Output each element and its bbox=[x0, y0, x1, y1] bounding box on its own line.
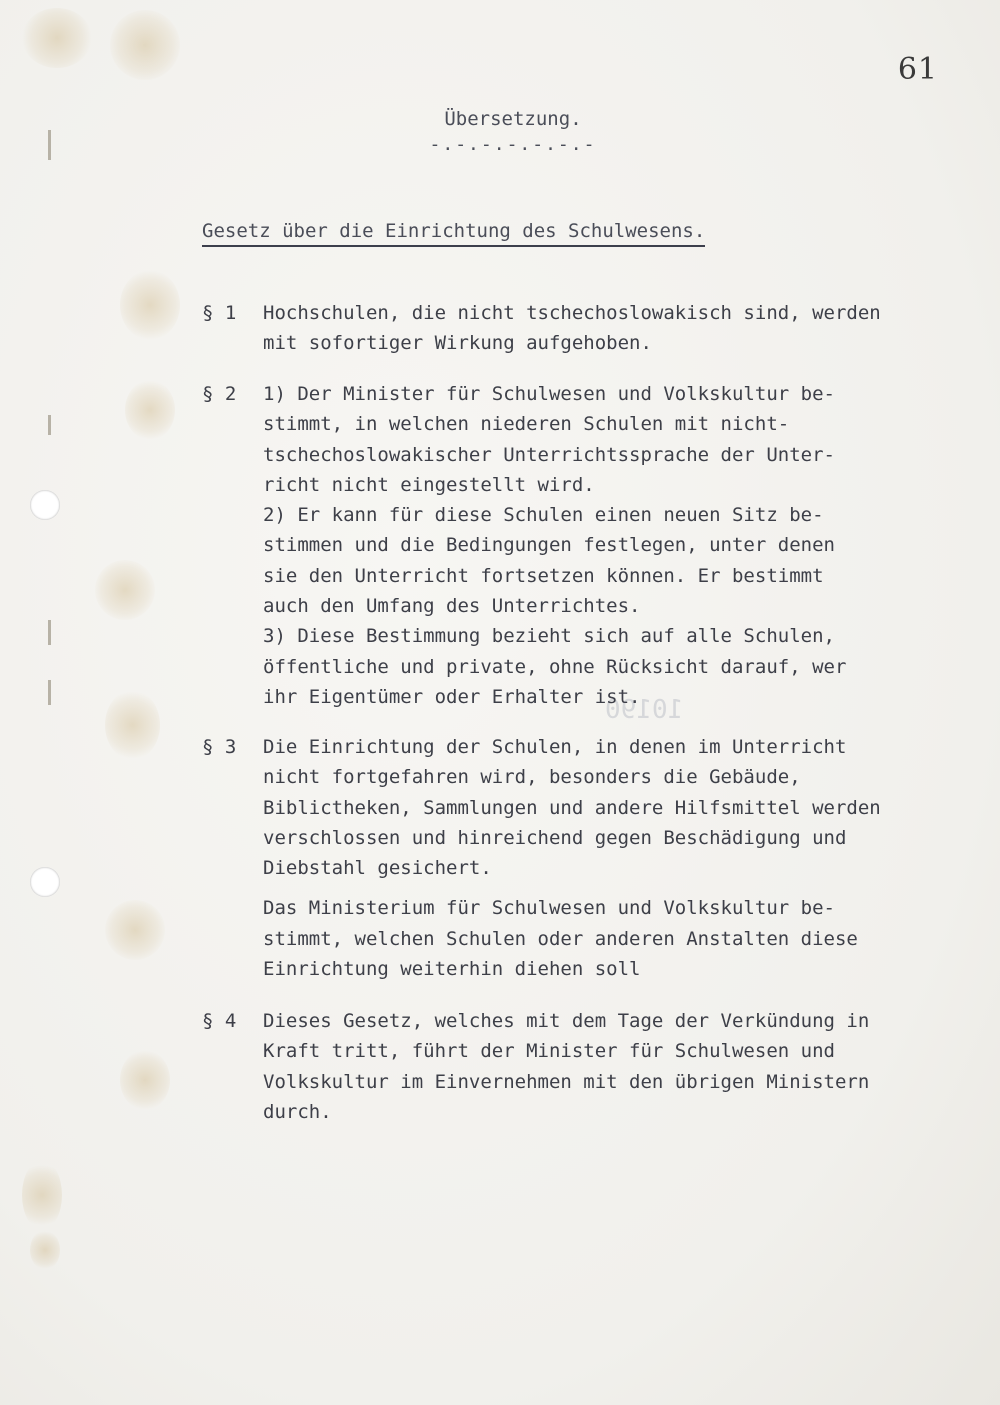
section-number: § 3 bbox=[202, 736, 237, 758]
section-body bbox=[263, 732, 933, 984]
text-line: 1) Der Minister für Schulwesen und Volkskultur be- bbox=[263, 383, 835, 405]
text-line: stimmt, in welchen niederen Schulen mit nicht- bbox=[263, 413, 790, 436]
bleed-through-stamp: 10190 bbox=[605, 695, 684, 725]
text-line: stimmen und die Bedingungen festlegen, unter denen bbox=[263, 534, 835, 557]
text-line: auch den Umfang des Unterrichtes. bbox=[263, 595, 641, 618]
stain bbox=[22, 8, 92, 68]
stain bbox=[125, 380, 175, 440]
punch-hole bbox=[30, 490, 60, 520]
law-title: Gesetz über die Einrichtung des Schulwesens. bbox=[202, 220, 705, 247]
text-line: Das Ministerium für Schulwesen und Volkskultur be- bbox=[263, 897, 835, 920]
edge-mark bbox=[48, 415, 51, 435]
section-number: § 2 bbox=[202, 383, 237, 405]
page-number: 61 bbox=[897, 52, 938, 87]
text-line: Diebstahl gesichert. bbox=[263, 857, 492, 880]
text-line: Hochschulen, die nicht tschechoslowakisch sind, werden bbox=[263, 302, 881, 324]
text-line: verschlossen und hinreichend gegen Beschädigung und bbox=[263, 826, 847, 849]
section-number: § 1 bbox=[202, 302, 237, 324]
heading-underline: -.-.-.-.-.-.- bbox=[429, 134, 597, 155]
edge-mark bbox=[48, 620, 51, 645]
text-line: nicht fortgefahren wird, besonders die Gebäude, bbox=[263, 766, 801, 789]
stain bbox=[22, 1160, 62, 1230]
section-number: § 4 bbox=[202, 1010, 237, 1032]
document-heading: Übersetzung. bbox=[444, 108, 582, 130]
stain bbox=[120, 270, 180, 340]
section-body bbox=[263, 298, 933, 359]
text-line: Dieses Gesetz, welches mit dem Tage der Verkündung in bbox=[263, 1010, 870, 1032]
text-line: stimmt, welchen Schulen oder anderen Anstalten diese bbox=[263, 927, 858, 950]
stain bbox=[120, 1050, 170, 1110]
text-line: Kraft tritt, führt der Minister für Schulwesen und bbox=[263, 1040, 835, 1063]
text-line: Einrichtung weiterhin diehen soll bbox=[263, 958, 641, 981]
stain bbox=[110, 10, 180, 80]
text-line: öffentliche und private, ohne Rücksicht darauf, wer bbox=[263, 655, 847, 678]
text-line: Volkskultur im Einvernehmen mit den übrigen Ministern bbox=[263, 1070, 870, 1093]
text-line: 3) Diese Bestimmung bezieht sich auf alle Schulen, bbox=[263, 625, 835, 648]
edge-mark bbox=[48, 680, 51, 705]
text-line: durch. bbox=[263, 1100, 332, 1123]
text-line: richt nicht eingestellt wird. bbox=[263, 473, 595, 496]
punch-hole bbox=[30, 867, 60, 897]
text-line: tschechoslowakischer Unterrichtssprache der Unter- bbox=[263, 443, 835, 466]
text-line: 2) Er kann für diese Schulen einen neuen Sitz be- bbox=[263, 504, 824, 527]
text-line: ihr Eigentümer oder Erhalter ist. bbox=[263, 685, 641, 708]
stain bbox=[105, 690, 160, 760]
text-line: sie den Unterricht fortsetzen können. Er bestimmt bbox=[263, 564, 824, 587]
stain bbox=[30, 1230, 60, 1270]
text-line: mit sofortiger Wirkung aufgehoben. bbox=[263, 332, 652, 355]
stain bbox=[105, 900, 165, 960]
section-body bbox=[263, 379, 933, 712]
text-line: Die Einrichtung der Schulen, in denen im Unterricht bbox=[263, 736, 847, 758]
paragraph-gap bbox=[263, 883, 933, 893]
text-line: Biblictheken, Sammlungen und andere Hilfsmittel werden bbox=[263, 796, 881, 819]
stain bbox=[95, 560, 155, 620]
section-body bbox=[263, 1006, 933, 1127]
